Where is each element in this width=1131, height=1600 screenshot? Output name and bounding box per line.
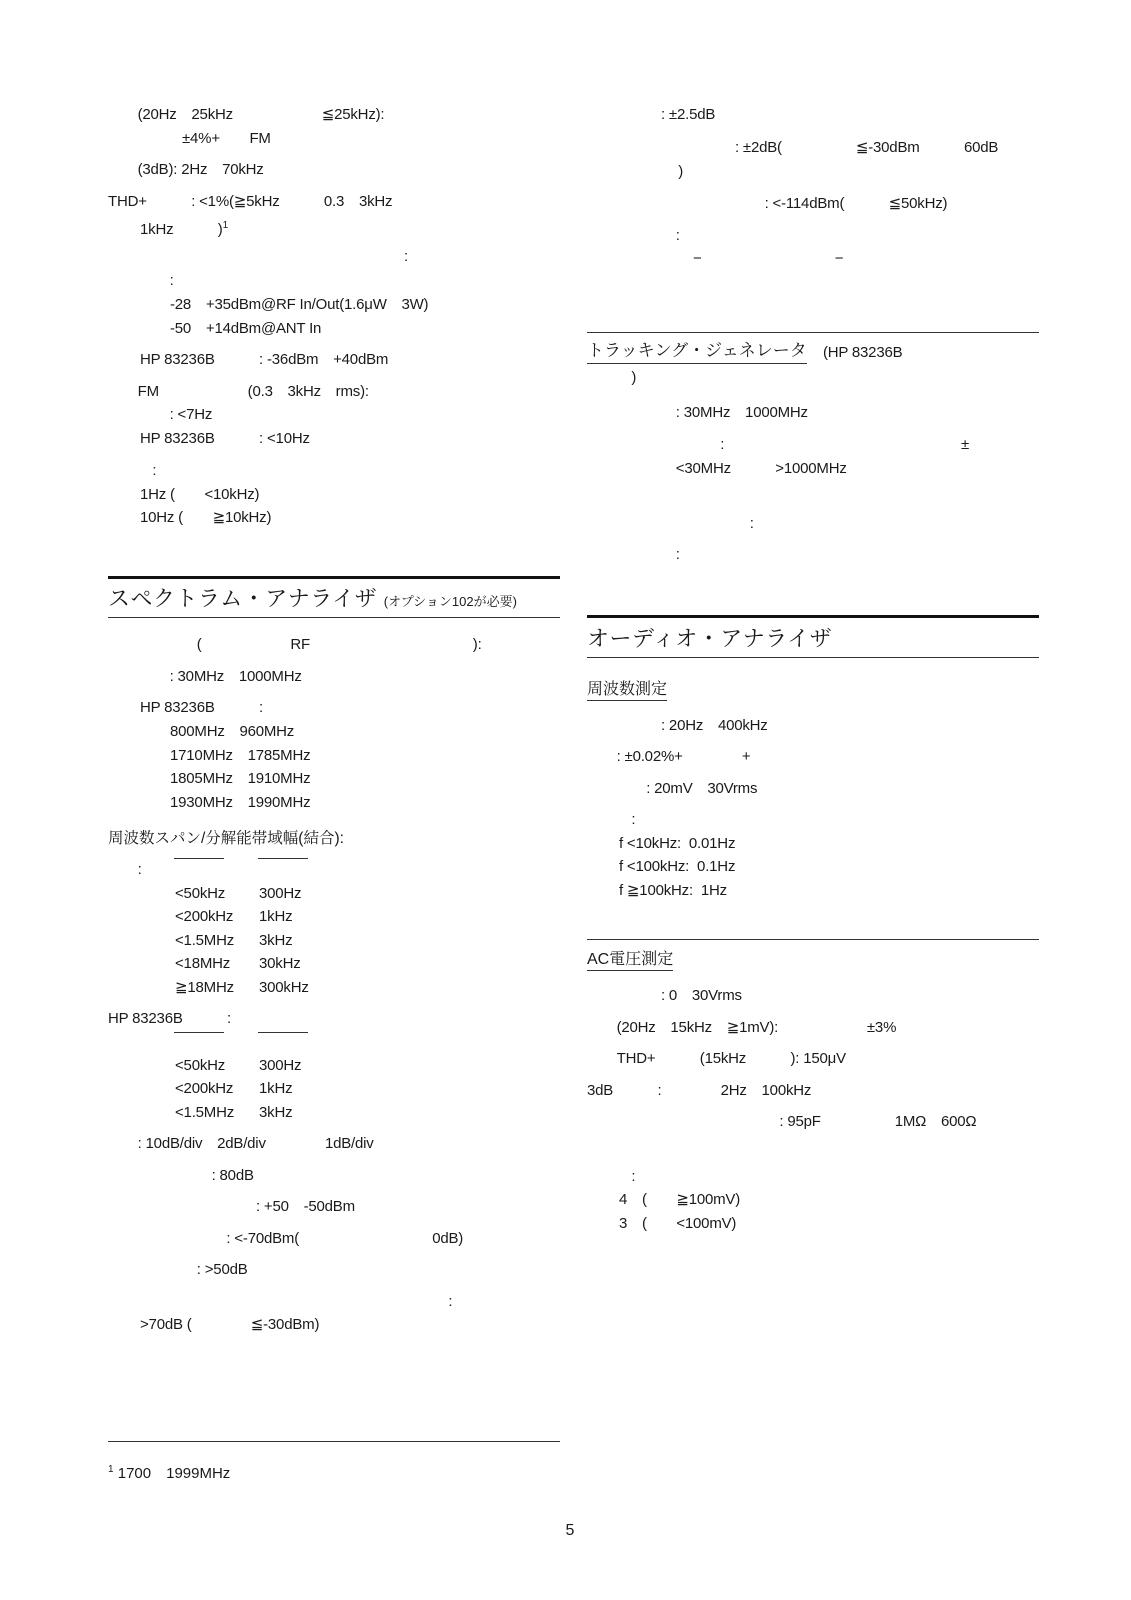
spec-line: : xyxy=(108,248,408,265)
spec-line: (20Hz 25kHz ≦25kHz): xyxy=(108,106,385,123)
span-value: <1.5MHz xyxy=(175,1104,235,1121)
spec-line: − − xyxy=(619,250,844,267)
table-header-rbw xyxy=(258,1032,308,1033)
spec-line: : <7Hz xyxy=(140,406,213,423)
subheading-ac-voltage: AC電圧測定 xyxy=(587,950,673,971)
span-value: ≧18MHz xyxy=(175,979,234,996)
footnote xyxy=(108,1462,230,1483)
heading-text: スペクトラム・アナライザ xyxy=(108,586,378,611)
section-rule xyxy=(587,657,1039,658)
span-value: <200kHz xyxy=(175,1080,234,1097)
hp-label: HP 83236B : xyxy=(108,1010,232,1027)
rbw-value: 1kHz xyxy=(259,908,293,925)
span-value: <18MHz xyxy=(175,955,231,972)
section-rule xyxy=(587,615,1039,618)
spec-line: 1805MHz 1910MHz xyxy=(170,770,311,787)
spec-line: 3 ( <100mV) xyxy=(619,1215,737,1232)
table-header-span xyxy=(174,858,224,859)
spec-line: 4 ( ≧100mV) xyxy=(619,1191,741,1208)
span-value: <200kHz xyxy=(175,908,234,925)
spec-line: -28 +35dBm@RF In/Out(1.6μW 3W) xyxy=(170,296,429,313)
heading-note: (HP 83236B xyxy=(819,344,903,361)
spec-text: 1kHz ) xyxy=(140,221,223,238)
spec-line: 1710MHz 1785MHz xyxy=(170,747,311,764)
spec-line: : 20mV 30Vrms xyxy=(587,780,758,797)
spec-line: >70dB ( ≦-30dBm) xyxy=(140,1316,320,1333)
subheading-frequency: 周波数測定 xyxy=(587,680,667,701)
spec-line: : >50dB xyxy=(108,1261,248,1278)
rbw-value: 1kHz xyxy=(259,1080,293,1097)
spec-line: ) xyxy=(619,163,683,180)
spec-line: : ±2dB( ≦-30dBm 60dB xyxy=(587,139,999,156)
rbw-value: 300kHz xyxy=(259,979,309,996)
spec-line: : ±2.5dB xyxy=(587,106,716,123)
spec-line: HP 83236B : <10Hz xyxy=(140,430,310,447)
spec-line: f <10kHz: 0.01Hz xyxy=(619,835,736,852)
spec-line: : ±0.02%+ + xyxy=(587,748,751,765)
spec-line: : 30MHz 1000MHz xyxy=(140,668,302,685)
spec-line: (3dB): 2Hz 70kHz xyxy=(108,161,264,178)
spec-line: : +50 -50dBm xyxy=(108,1198,355,1215)
section-heading-audio: オーディオ・アナライザ xyxy=(587,626,833,651)
spec-line: : <-70dBm( 0dB) xyxy=(108,1230,464,1247)
span-label: : xyxy=(108,861,142,878)
spec-line: 1Hz ( <10kHz) xyxy=(140,486,260,503)
spec-line: <30MHz >1000MHz xyxy=(587,460,847,477)
spec-line: 1930MHz 1990MHz xyxy=(170,794,311,811)
span-value: <1.5MHz xyxy=(175,932,235,949)
spec-line: 800MHz 960MHz xyxy=(170,723,295,740)
spec-line: -50 +14dBm@ANT In xyxy=(170,320,322,337)
spec-line: (20Hz 15kHz ≧1mV): ±3% xyxy=(587,1019,897,1036)
spec-line: THD+ : <1%(≧5kHz 0.3 3kHz xyxy=(108,193,393,210)
section-rule xyxy=(108,617,560,618)
spec-line: : 80dB xyxy=(108,1167,254,1184)
footnote-mark: 1 xyxy=(108,1464,114,1475)
spec-line: : xyxy=(587,811,636,828)
spec-line: f <100kHz: 0.1Hz xyxy=(619,858,736,875)
spec-line: : xyxy=(587,227,680,244)
rbw-value: 30kHz xyxy=(259,955,301,972)
section-rule xyxy=(587,939,1039,940)
span-value: <50kHz xyxy=(175,885,226,902)
rbw-value: 3kHz xyxy=(259,1104,293,1121)
spec-line: : xyxy=(587,515,754,532)
section-heading-tracking: トラッキング・ジェネレータ xyxy=(587,340,807,364)
heading-note: ) xyxy=(587,369,637,386)
spec-line: : <-114dBm( ≦50kHz) xyxy=(587,195,948,212)
spec-line: ( RF ): xyxy=(108,636,482,653)
footnote-rule xyxy=(108,1441,560,1442)
section-rule xyxy=(108,576,560,579)
page-number: 5 xyxy=(565,1522,575,1539)
span-value: <50kHz xyxy=(175,1057,226,1074)
spec-line: : xyxy=(587,546,680,563)
spec-line: : xyxy=(140,272,174,289)
spec-line: HP 83236B : xyxy=(140,699,264,716)
section-heading-spectrum xyxy=(108,586,517,615)
spec-line: 3dB : 2Hz 100kHz xyxy=(587,1082,812,1099)
table-header-rbw xyxy=(258,858,308,859)
spec-line: : 10dB/div 2dB/div 1dB/div xyxy=(108,1135,374,1152)
footnote-text: 1700 1999MHz xyxy=(113,1465,231,1482)
spec-line xyxy=(140,217,228,239)
spec-line: : 95pF 1MΩ 600Ω xyxy=(587,1113,977,1130)
spec-line: ±4%+ FM xyxy=(108,130,271,147)
spec-line: : 20Hz 400kHz xyxy=(587,717,768,734)
spec-line: : 30MHz 1000MHz xyxy=(587,404,808,421)
spec-line: : xyxy=(108,462,157,479)
spec-line: : 0 30Vrms xyxy=(587,987,742,1004)
table-header-span xyxy=(174,1032,224,1033)
spec-line: : xyxy=(108,1293,453,1310)
heading-note: (オプション102が必要) xyxy=(383,594,517,609)
footnote-ref: 1 xyxy=(222,220,228,231)
spec-line: HP 83236B : -36dBm +40dBm xyxy=(140,351,389,368)
spec-line: f ≧100kHz: 1Hz xyxy=(619,882,727,899)
spec-line: FM (0.3 3kHz rms): xyxy=(108,383,369,400)
spec-line: THD+ (15kHz ): 150μV xyxy=(587,1050,846,1067)
spec-line: : xyxy=(587,1168,636,1185)
span-heading: 周波数スパン/分解能帯域幅(結合): xyxy=(108,830,344,847)
rbw-value: 3kHz xyxy=(259,932,293,949)
rbw-value: 300Hz xyxy=(259,885,302,902)
spec-line: : ± xyxy=(587,436,970,453)
rbw-value: 300Hz xyxy=(259,1057,302,1074)
section-rule xyxy=(587,332,1039,333)
spec-line: 10Hz ( ≧10kHz) xyxy=(140,509,272,526)
